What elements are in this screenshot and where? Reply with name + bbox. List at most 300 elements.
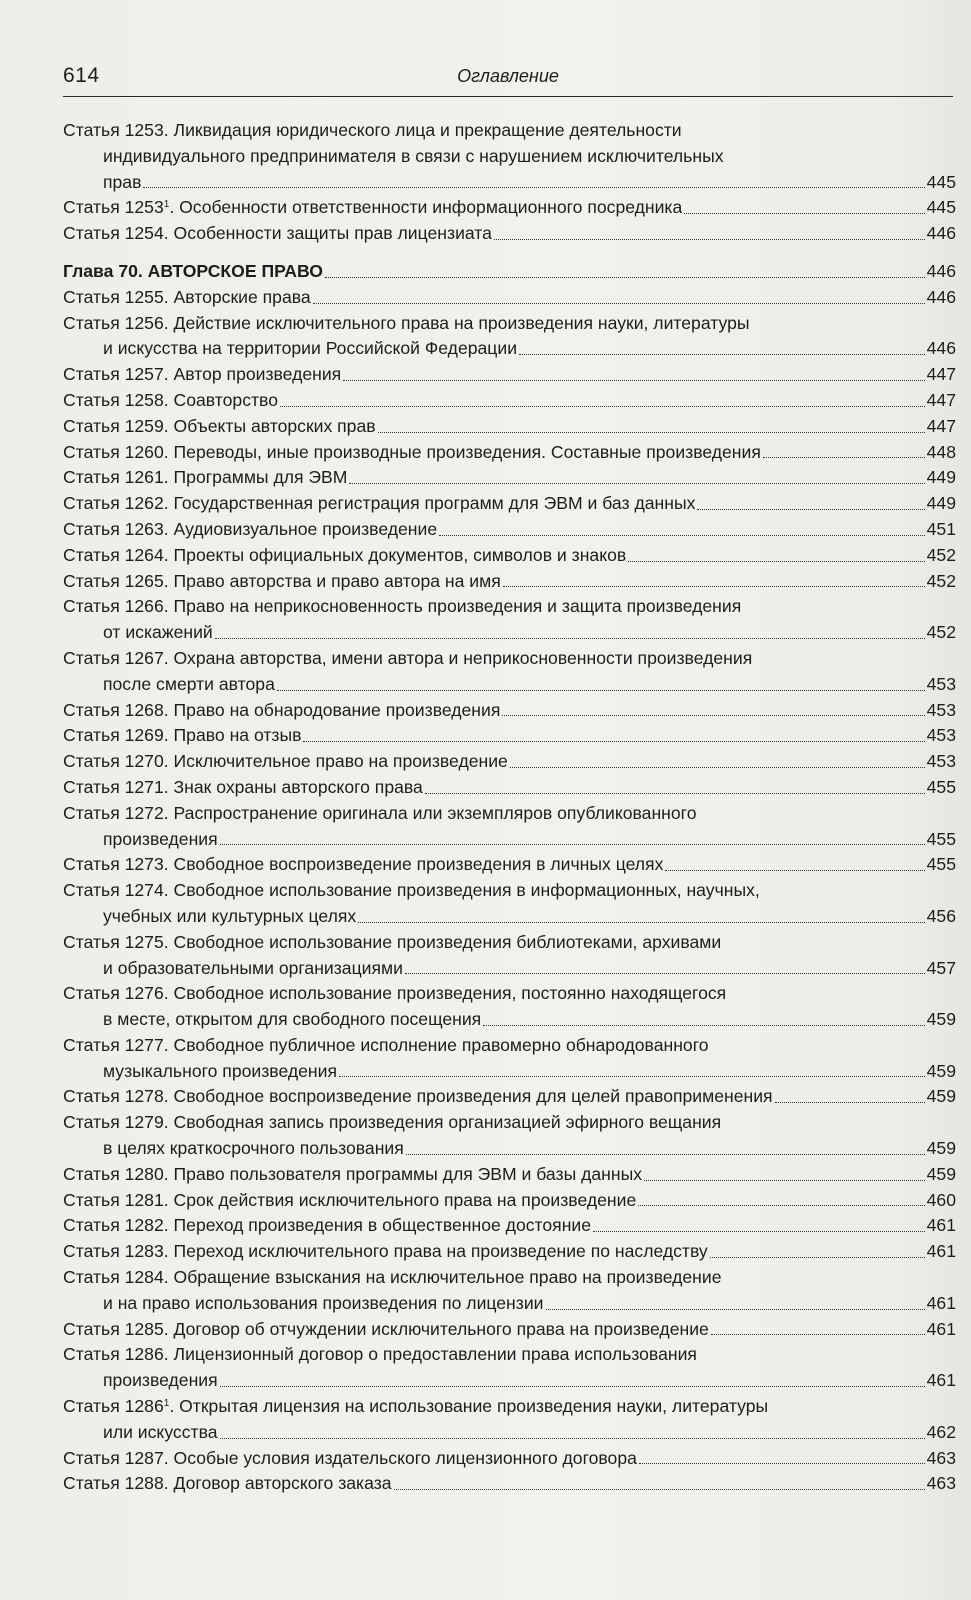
dot-leader [405, 972, 925, 974]
toc-text [63, 1239, 708, 1265]
toc-text [103, 170, 141, 196]
toc-line [63, 491, 956, 517]
toc-article-entry [63, 517, 956, 543]
toc-text [63, 749, 508, 775]
toc-text [103, 620, 213, 646]
toc-article-entry [63, 569, 956, 595]
entry-title: Исключительное право на произведение [173, 751, 508, 772]
toc-text [63, 930, 721, 956]
toc-text [103, 1007, 481, 1033]
entry-page-number: 459 [926, 1163, 956, 1184]
toc-text [63, 1188, 636, 1214]
entry-title: Свободное публичное исполнение правомерно обнародованного [173, 1034, 709, 1055]
entry-title: Право пользователя программы для ЭВМ и базы данных [173, 1163, 643, 1184]
dot-leader [339, 1075, 925, 1077]
entry-label: Статья 1276. [63, 983, 169, 1004]
entry-title: и образовательными организациями [103, 957, 403, 978]
dot-leader [665, 869, 924, 871]
toc-article-entry [63, 1471, 956, 1497]
entry-title: произведения [103, 1370, 218, 1391]
entry-title: Объекты авторских прав [173, 415, 376, 436]
toc-article-entry [63, 388, 956, 414]
toc-article-entry [63, 1342, 956, 1394]
entry-label: Статья 1278. [63, 1086, 169, 1107]
entry-label: Статья 1286 [63, 1396, 164, 1417]
entry-title: Право на отзыв [173, 725, 302, 746]
toc-line [63, 1471, 956, 1497]
toc-text [63, 723, 301, 749]
dot-leader [378, 431, 925, 433]
toc-line [63, 517, 956, 543]
entry-label: Статья 1263. [63, 518, 169, 539]
toc-text [63, 311, 750, 337]
entry-title: прав [103, 171, 142, 192]
entry-page-number: 452 [926, 544, 956, 565]
entry-page-number: 453 [926, 673, 956, 694]
toc-line [63, 827, 956, 853]
entry-title: Ликвидация юридического лица и прекращение деятельности [173, 120, 682, 140]
entry-page-number: 446 [926, 338, 956, 359]
toc-line [63, 195, 956, 221]
toc-article-entry [63, 1446, 956, 1472]
dot-leader [502, 714, 924, 716]
toc-line [63, 594, 956, 620]
toc-line [63, 1213, 956, 1239]
toc-text [63, 1265, 722, 1291]
toc-article-entry [63, 118, 956, 195]
entry-page-number: 461 [926, 1241, 956, 1262]
toc-line [63, 440, 956, 466]
toc-text [63, 1162, 642, 1188]
toc-text [103, 1420, 218, 1446]
toc-text [63, 285, 311, 311]
entry-page-number: 456 [926, 905, 956, 926]
entry-label: Статья 1253. [63, 120, 169, 140]
entry-title: Договор об отчуждении исключительного права на произведение [173, 1318, 709, 1339]
entry-page-number: 459 [926, 1086, 956, 1107]
toc-line [63, 1420, 956, 1446]
toc-line [63, 749, 956, 775]
entry-page-number: 453 [926, 699, 956, 720]
toc-article-entry [63, 440, 956, 466]
toc-text [63, 440, 761, 466]
dot-leader [303, 740, 924, 742]
dot-leader [277, 689, 925, 691]
dot-leader [280, 405, 925, 407]
entry-label: Статья 1286. [63, 1344, 169, 1365]
toc-article-entry [63, 1084, 956, 1110]
entry-page-number: 461 [926, 1318, 956, 1339]
entry-title: после смерти автора [103, 673, 275, 694]
toc-line [63, 1110, 956, 1136]
toc-line [63, 221, 956, 247]
entry-label: Статья 1266. [63, 596, 169, 617]
running-title: Оглавление [457, 66, 559, 86]
toc-article-entry [63, 1265, 956, 1317]
toc-text [63, 517, 437, 543]
entry-title: и искусства на территории Российской Федерации [103, 338, 518, 359]
toc-line [63, 311, 956, 337]
toc-line [63, 1342, 956, 1368]
entry-title: или искусства [103, 1421, 218, 1442]
dot-leader [425, 792, 925, 794]
entry-label: Статья 1273. [63, 854, 169, 875]
toc-line [63, 878, 956, 904]
entry-title: музыкального произведения [103, 1060, 337, 1081]
toc-line [63, 981, 956, 1007]
toc-line [63, 1291, 956, 1317]
toc-article-entry [63, 1033, 956, 1085]
toc-article-entry [63, 981, 956, 1033]
entry-label: Статья 1259. [63, 415, 169, 436]
toc-line [63, 414, 956, 440]
dot-leader [519, 353, 925, 355]
entry-title: Авторские права [173, 286, 311, 307]
entry-page-number: 449 [926, 493, 956, 514]
dot-leader [710, 1256, 925, 1258]
entry-superscript: 1 [163, 199, 170, 211]
entry-title: в целях краткосрочного пользования [103, 1138, 404, 1159]
toc-line [63, 388, 956, 414]
dot-leader [439, 534, 925, 536]
dot-leader [510, 766, 925, 768]
toc-text: Статья 1286$^1$. Открытая лицензия на использование произведения науки, литературы [63, 1396, 769, 1417]
entry-title: Свободное использование произведения, постоянно находящегося [173, 983, 727, 1004]
toc-line [63, 1059, 956, 1085]
entry-page-number: 446 [926, 286, 956, 307]
entry-title: Особенности ответственности информационного посредника [179, 197, 683, 218]
entry-label: Статья 1282. [63, 1215, 169, 1236]
toc-text [103, 1368, 218, 1394]
toc-line [63, 1394, 956, 1420]
dot-leader [644, 1179, 925, 1181]
entry-label: Статья 1283. [63, 1241, 169, 1262]
toc-article-entry [63, 195, 956, 221]
entry-page-number: 463 [926, 1447, 956, 1468]
entry-title: от искажений [103, 622, 213, 643]
entry-title: Право на обнародование произведения [173, 699, 501, 720]
toc-article-entry [63, 594, 956, 646]
dot-leader [220, 1385, 925, 1387]
dot-leader [628, 560, 924, 562]
entry-page-number: 446 [926, 223, 956, 244]
entry-label: Статья 1277. [63, 1034, 169, 1055]
dot-leader [313, 302, 925, 304]
entry-label: Статья 1280. [63, 1163, 169, 1184]
toc-line [63, 930, 956, 956]
toc-article-entry [63, 1110, 956, 1162]
entry-title: Срок действия исключительного права на произведение [173, 1189, 637, 1210]
entry-title: АВТОРСКОЕ ПРАВО [147, 260, 323, 281]
entry-label: Статья 1260. [63, 441, 169, 462]
toc-line [63, 569, 956, 595]
entry-page-number: 453 [926, 751, 956, 772]
toc-article-entry [63, 221, 956, 247]
toc-text [63, 362, 341, 388]
entry-label: Статья 1262. [63, 493, 169, 514]
toc-article-entry [63, 723, 956, 749]
entry-title: Действие исключительного права на произведения науки, литературы [173, 312, 750, 333]
dot-leader [546, 1308, 925, 1310]
entry-page-number: 449 [926, 467, 956, 488]
toc-text [103, 827, 218, 853]
entry-title: и на право использования произведения по лицензии [103, 1292, 544, 1313]
toc-line [63, 543, 956, 569]
entry-title: Переход произведения в общественное достояние [173, 1215, 592, 1236]
entry-label: Статья 1271. [63, 776, 169, 797]
entry-page-number: 459 [926, 1060, 956, 1081]
entry-title: Особенности защиты прав лицензиата [173, 223, 492, 244]
entry-label: Статья 1254. [63, 223, 169, 244]
entry-title: Свободная запись произведения организацией эфирного вещания [173, 1112, 722, 1133]
toc-article-entry [63, 1239, 956, 1265]
toc-line [63, 1033, 956, 1059]
entry-page-number: 461 [926, 1292, 956, 1313]
dot-leader [638, 1204, 924, 1206]
toc-text [63, 1213, 591, 1239]
toc-text [103, 904, 356, 930]
entry-page-number: 445 [926, 171, 956, 192]
entry-title: Проекты официальных документов, символов и знаков [173, 544, 627, 565]
toc-line [63, 144, 956, 170]
entry-page-number: 461 [926, 1370, 956, 1391]
dot-leader [394, 1488, 925, 1490]
dot-leader [684, 212, 924, 214]
toc-line [63, 620, 956, 646]
entry-title: произведения [103, 828, 218, 849]
entry-title: Свободное использование произведения библиотеками, архивами [173, 931, 722, 952]
toc-text [63, 852, 663, 878]
dot-leader [639, 1462, 925, 1464]
entry-label: Статья 1281. [63, 1189, 169, 1210]
dot-leader [143, 186, 924, 188]
entry-label: Статья 1255. [63, 286, 169, 307]
entry-title: Программы для ЭВМ [173, 467, 348, 488]
toc-article-entry [63, 930, 956, 982]
toc-article-entry [63, 1394, 956, 1446]
toc-line [63, 118, 956, 144]
toc-text [103, 336, 517, 362]
toc-article-entry [63, 285, 956, 311]
entry-title: индивидуального предпринимателя в связи с нарушением исключительных [103, 145, 724, 166]
entry-page-number: 448 [926, 441, 956, 462]
entry-page-number: 446 [926, 260, 956, 281]
toc-text [63, 543, 626, 569]
toc-text [103, 1291, 544, 1317]
toc-article-entry [63, 465, 956, 491]
toc-text: Статья 1253$^1$. Особенности ответственности информационного посредника [63, 197, 683, 218]
entry-label: Статья 1256. [63, 312, 169, 333]
entry-page-number: 451 [926, 518, 956, 539]
entry-page-number: 447 [926, 364, 956, 385]
toc-line [63, 904, 956, 930]
dot-leader [325, 276, 925, 278]
toc-line [63, 852, 956, 878]
toc-article-entry [63, 852, 956, 878]
toc-line [63, 259, 956, 285]
toc-line [63, 723, 956, 749]
toc-article-entry [63, 1188, 956, 1214]
entry-label: Статья 1272. [63, 802, 169, 823]
toc-text [63, 698, 500, 724]
entry-label: Статья 1268. [63, 699, 169, 720]
toc-text [63, 981, 726, 1007]
entry-page-number: 447 [926, 415, 956, 436]
entry-title: Знак охраны авторского права [173, 776, 423, 797]
entry-label: Статья 1284. [63, 1267, 169, 1288]
toc-text [63, 1084, 773, 1110]
toc-text [63, 491, 695, 517]
toc-text [63, 388, 278, 414]
toc-line [63, 1084, 956, 1110]
dot-leader [406, 1153, 925, 1155]
entry-page-number: 457 [926, 957, 956, 978]
dot-leader [343, 379, 924, 381]
toc-line [63, 698, 956, 724]
dot-leader [358, 921, 924, 923]
toc-text [103, 1136, 404, 1162]
toc-article-entry [63, 698, 956, 724]
entry-label: Статья 1257. [63, 364, 169, 385]
toc-text [103, 1059, 337, 1085]
entry-title: Автор произведения [173, 364, 342, 385]
page-number: 614 [63, 64, 100, 87]
toc-text [63, 1033, 709, 1059]
entry-label: Статья 1264. [63, 544, 169, 565]
dot-leader [503, 585, 925, 587]
entry-title: Право авторства и право автора на имя [173, 570, 501, 591]
dot-leader [220, 843, 925, 845]
entry-title: Аудиовизуальное произведение [173, 518, 438, 539]
toc-line [63, 775, 956, 801]
toc-line [63, 1368, 956, 1394]
entry-title: Особые условия издательского лицензионного договора [173, 1447, 637, 1468]
entry-label: Статья 1287. [63, 1447, 169, 1468]
entry-page-number: 463 [926, 1473, 956, 1494]
entry-page-number: 461 [926, 1215, 956, 1236]
entry-title: Соавторство [173, 389, 278, 410]
toc-article-entry [63, 543, 956, 569]
toc-line [63, 1446, 956, 1472]
entry-page-number: 452 [926, 570, 956, 591]
toc-line [63, 285, 956, 311]
entry-label: Статья 1253 [63, 197, 164, 218]
toc-line [63, 1007, 956, 1033]
toc-text [63, 118, 682, 144]
entry-label: Статья 1265. [63, 570, 169, 591]
entry-title: Открытая лицензия на использование произведения науки, литературы [179, 1396, 769, 1417]
toc-text [63, 775, 423, 801]
toc-article-entry [63, 801, 956, 853]
entry-page-number: 459 [926, 1138, 956, 1159]
toc-article-entry [63, 1317, 956, 1343]
entry-label: Статья 1285. [63, 1318, 169, 1339]
toc-article-entry [63, 1162, 956, 1188]
entry-page-number: 455 [926, 854, 956, 875]
entry-title: в месте, открытом для свободного посещения [103, 1009, 482, 1030]
toc-text [103, 672, 275, 698]
entry-title: Договор авторского заказа [173, 1473, 392, 1494]
entry-title: Распространение оригинала или экземпляров опубликованного [173, 802, 697, 823]
toc-line [63, 170, 956, 196]
entry-title: Свободное воспроизведение произведения в личных целях [173, 854, 664, 875]
toc-text [63, 1317, 709, 1343]
entry-page-number: 447 [926, 389, 956, 410]
toc-line [63, 336, 956, 362]
entry-label: Статья 1269. [63, 725, 169, 746]
entry-label: Статья 1267. [63, 647, 169, 668]
dot-leader [349, 482, 924, 484]
page-header [63, 60, 953, 97]
toc-chapter-entry [63, 259, 956, 285]
table-of-contents [63, 118, 956, 1497]
toc-line [63, 1188, 956, 1214]
entry-label: Статья 1279. [63, 1112, 169, 1133]
entry-label: Статья 1258. [63, 389, 169, 410]
toc-article-entry [63, 775, 956, 801]
toc-line [63, 646, 956, 672]
dot-leader [697, 508, 924, 510]
toc-text [63, 465, 347, 491]
entry-page-number: 453 [926, 725, 956, 746]
entry-label: Статья 1270. [63, 751, 169, 772]
toc-article-entry [63, 491, 956, 517]
entry-title: Право на неприкосновенность произведения и защита произведения [173, 596, 742, 617]
dot-leader [215, 637, 925, 639]
entry-title: Охрана авторства, имени автора и неприкосновенности произведения [173, 647, 753, 668]
entry-title: учебных или культурных целях [103, 905, 357, 926]
dot-leader [220, 1437, 925, 1439]
toc-text [63, 878, 760, 904]
entry-title: Государственная регистрация программ для ЭВМ и баз данных [173, 493, 696, 514]
dot-leader [593, 1230, 925, 1232]
entry-title: Свободное воспроизведение произведения для целей правоприменения [173, 1086, 773, 1107]
entry-title: Свободное использование произведения в информационных, научных, [173, 880, 760, 901]
entry-page-number: 459 [926, 1009, 956, 1030]
toc-article-entry [63, 311, 956, 363]
toc-article-entry [63, 362, 956, 388]
toc-text [63, 1342, 697, 1368]
toc-article-entry [63, 749, 956, 775]
toc-article-entry [63, 878, 956, 930]
toc-text [63, 801, 696, 827]
toc-article-entry [63, 414, 956, 440]
entry-superscript: 1 [163, 1398, 170, 1410]
entry-page-number: 445 [926, 197, 956, 218]
toc-text [63, 1110, 721, 1136]
entry-label: Глава 70. [63, 260, 143, 281]
toc-line [63, 1239, 956, 1265]
toc-line [63, 465, 956, 491]
entry-title: Переход исключительного права на произведение по наследству [173, 1241, 708, 1262]
toc-text [63, 646, 752, 672]
entry-title: Лицензионный договор о предоставлении права использования [173, 1344, 697, 1365]
entry-page-number: 455 [926, 776, 956, 797]
toc-text [63, 221, 492, 247]
entry-title: Обращение взыскания на исключительное право на произведение [173, 1267, 722, 1288]
toc-line [63, 801, 956, 827]
toc-line [63, 362, 956, 388]
dot-leader [494, 238, 925, 240]
toc-text [63, 414, 376, 440]
entry-label: Статья 1261. [63, 467, 169, 488]
toc-text [63, 1471, 392, 1497]
toc-text [63, 594, 741, 620]
toc-text [63, 259, 323, 285]
entry-page-number: 462 [926, 1421, 956, 1442]
toc-article-entry [63, 646, 956, 698]
toc-article-entry [63, 1213, 956, 1239]
